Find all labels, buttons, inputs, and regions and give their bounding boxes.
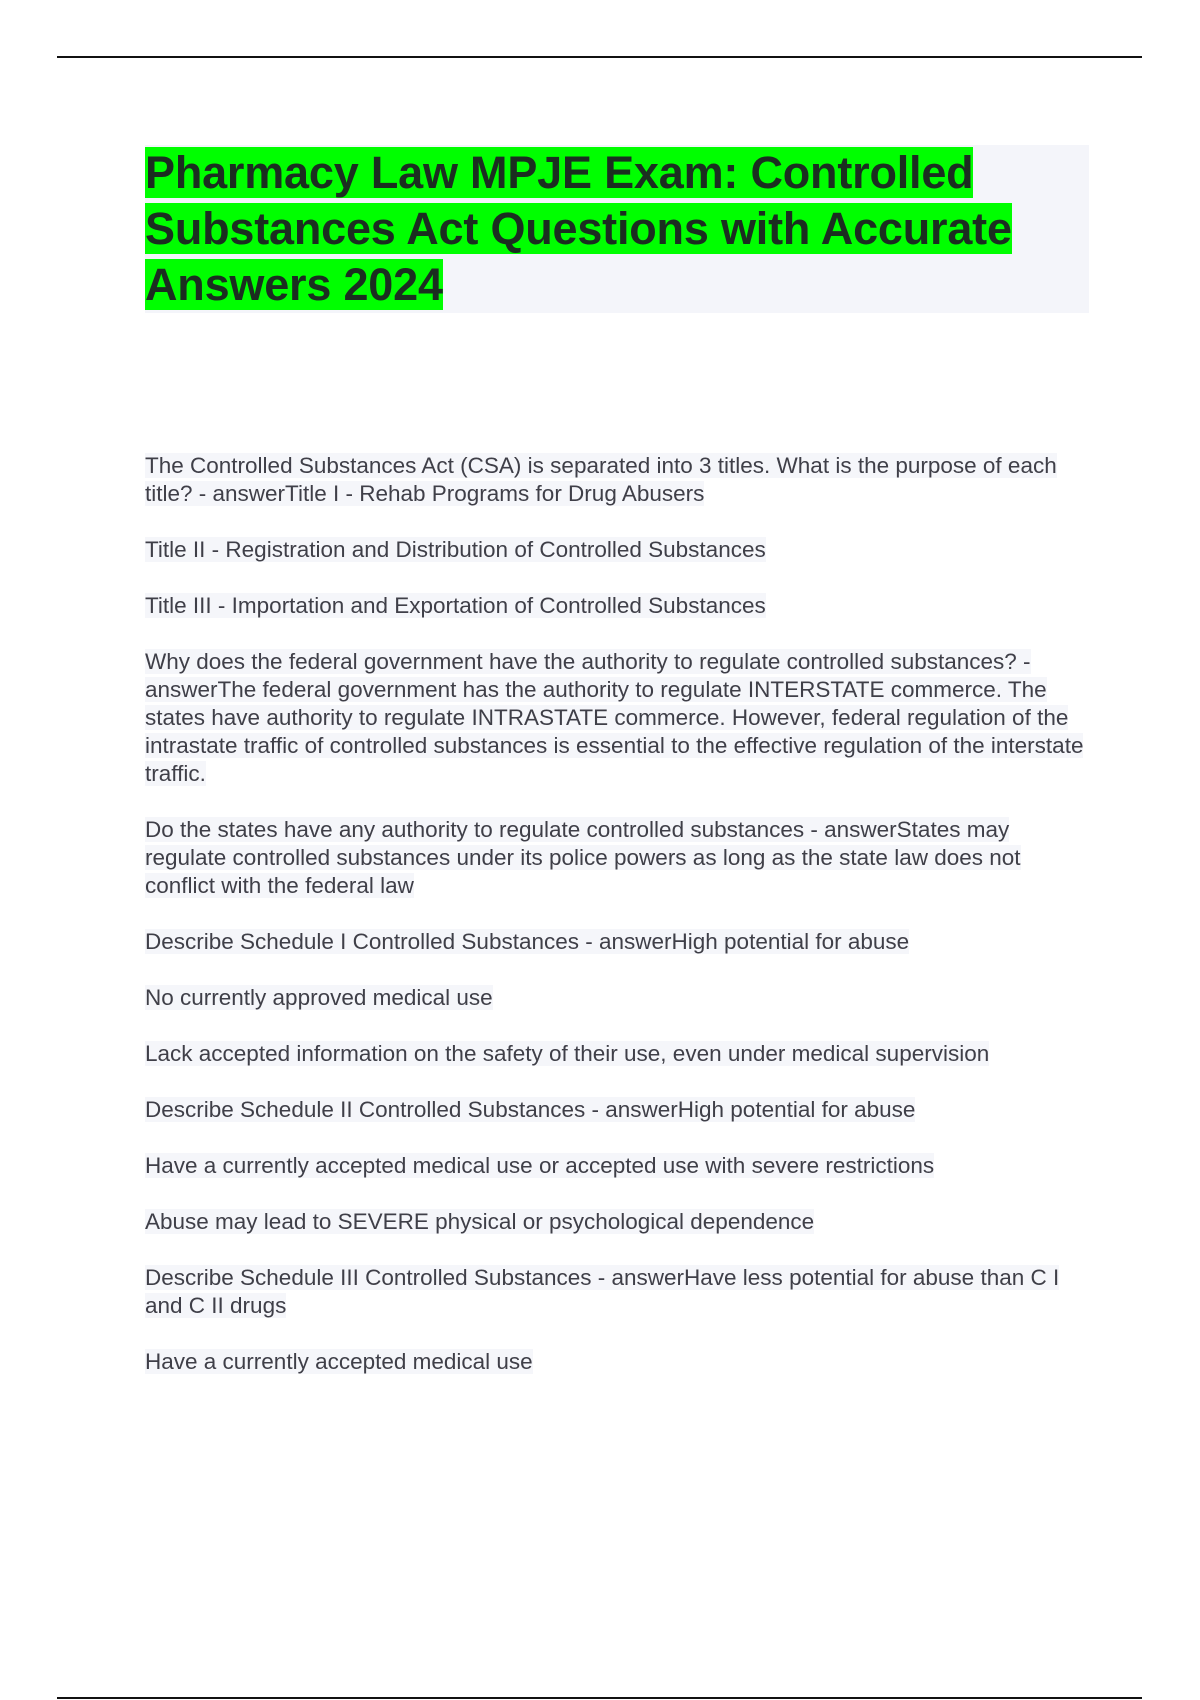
- paragraph-text: Describe Schedule I Controlled Substances - answerHigh potential for abuse: [145, 929, 910, 954]
- paragraph: [145, 1208, 1095, 1236]
- paragraph-text: Title II - Registration and Distribution of Controlled Substances: [145, 537, 766, 562]
- paragraph: [145, 1096, 1095, 1124]
- paragraph-text: Do the states have any authority to regulate controlled substances - answerStates may regulate controlled substances under its police powers as long as the state law does not conflict with the federal law: [145, 817, 1021, 898]
- paragraph-text: Describe Schedule II Controlled Substances - answerHigh potential for abuse: [145, 1097, 916, 1122]
- paragraph: [145, 648, 1095, 788]
- paragraph-text: No currently approved medical use: [145, 985, 493, 1010]
- paragraph-text: Title III - Importation and Exportation of Controlled Substances: [145, 593, 766, 618]
- document-title-text: Pharmacy Law MPJE Exam: Controlled Substances Act Questions with Accurate Answers 2024: [145, 147, 1012, 310]
- paragraph: [145, 1264, 1095, 1320]
- document-title: [145, 145, 1089, 313]
- paragraph: [145, 928, 1095, 956]
- paragraph: [145, 592, 1095, 620]
- document-body: [145, 452, 1095, 1404]
- paragraph-text: Why does the federal government have the authority to regulate controlled substances? - answerThe federal government has the authority to regulate INTERSTATE commerce. The states have authority to regulate INTRASTATE commerce. However, federal regulation of the intrastate traffic of controlled substances is essential to the effective regulation of the interstate traffic.: [145, 649, 1084, 786]
- paragraph-text: The Controlled Substances Act (CSA) is separated into 3 titles. What is the purpose of each title? - answerTitle I - Rehab Programs for Drug Abusers: [145, 453, 1057, 506]
- title-block: [145, 145, 1089, 313]
- paragraph-text: Have a currently accepted medical use: [145, 1349, 533, 1374]
- paragraph: [145, 984, 1095, 1012]
- paragraph-text: Have a currently accepted medical use or accepted use with severe restrictions: [145, 1153, 935, 1178]
- paragraph: [145, 452, 1095, 508]
- footer-rule: [57, 1697, 1142, 1699]
- paragraph: [145, 536, 1095, 564]
- paragraph-text: Lack accepted information on the safety of their use, even under medical supervision: [145, 1041, 990, 1066]
- header-rule: [57, 56, 1142, 58]
- paragraph: [145, 1152, 1095, 1180]
- paragraph: [145, 816, 1095, 900]
- paragraph-text: Describe Schedule III Controlled Substances - answerHave less potential for abuse than C I and C II drugs: [145, 1265, 1060, 1318]
- paragraph-text: Abuse may lead to SEVERE physical or psychological dependence: [145, 1209, 815, 1234]
- paragraph: [145, 1348, 1095, 1376]
- paragraph: [145, 1040, 1095, 1068]
